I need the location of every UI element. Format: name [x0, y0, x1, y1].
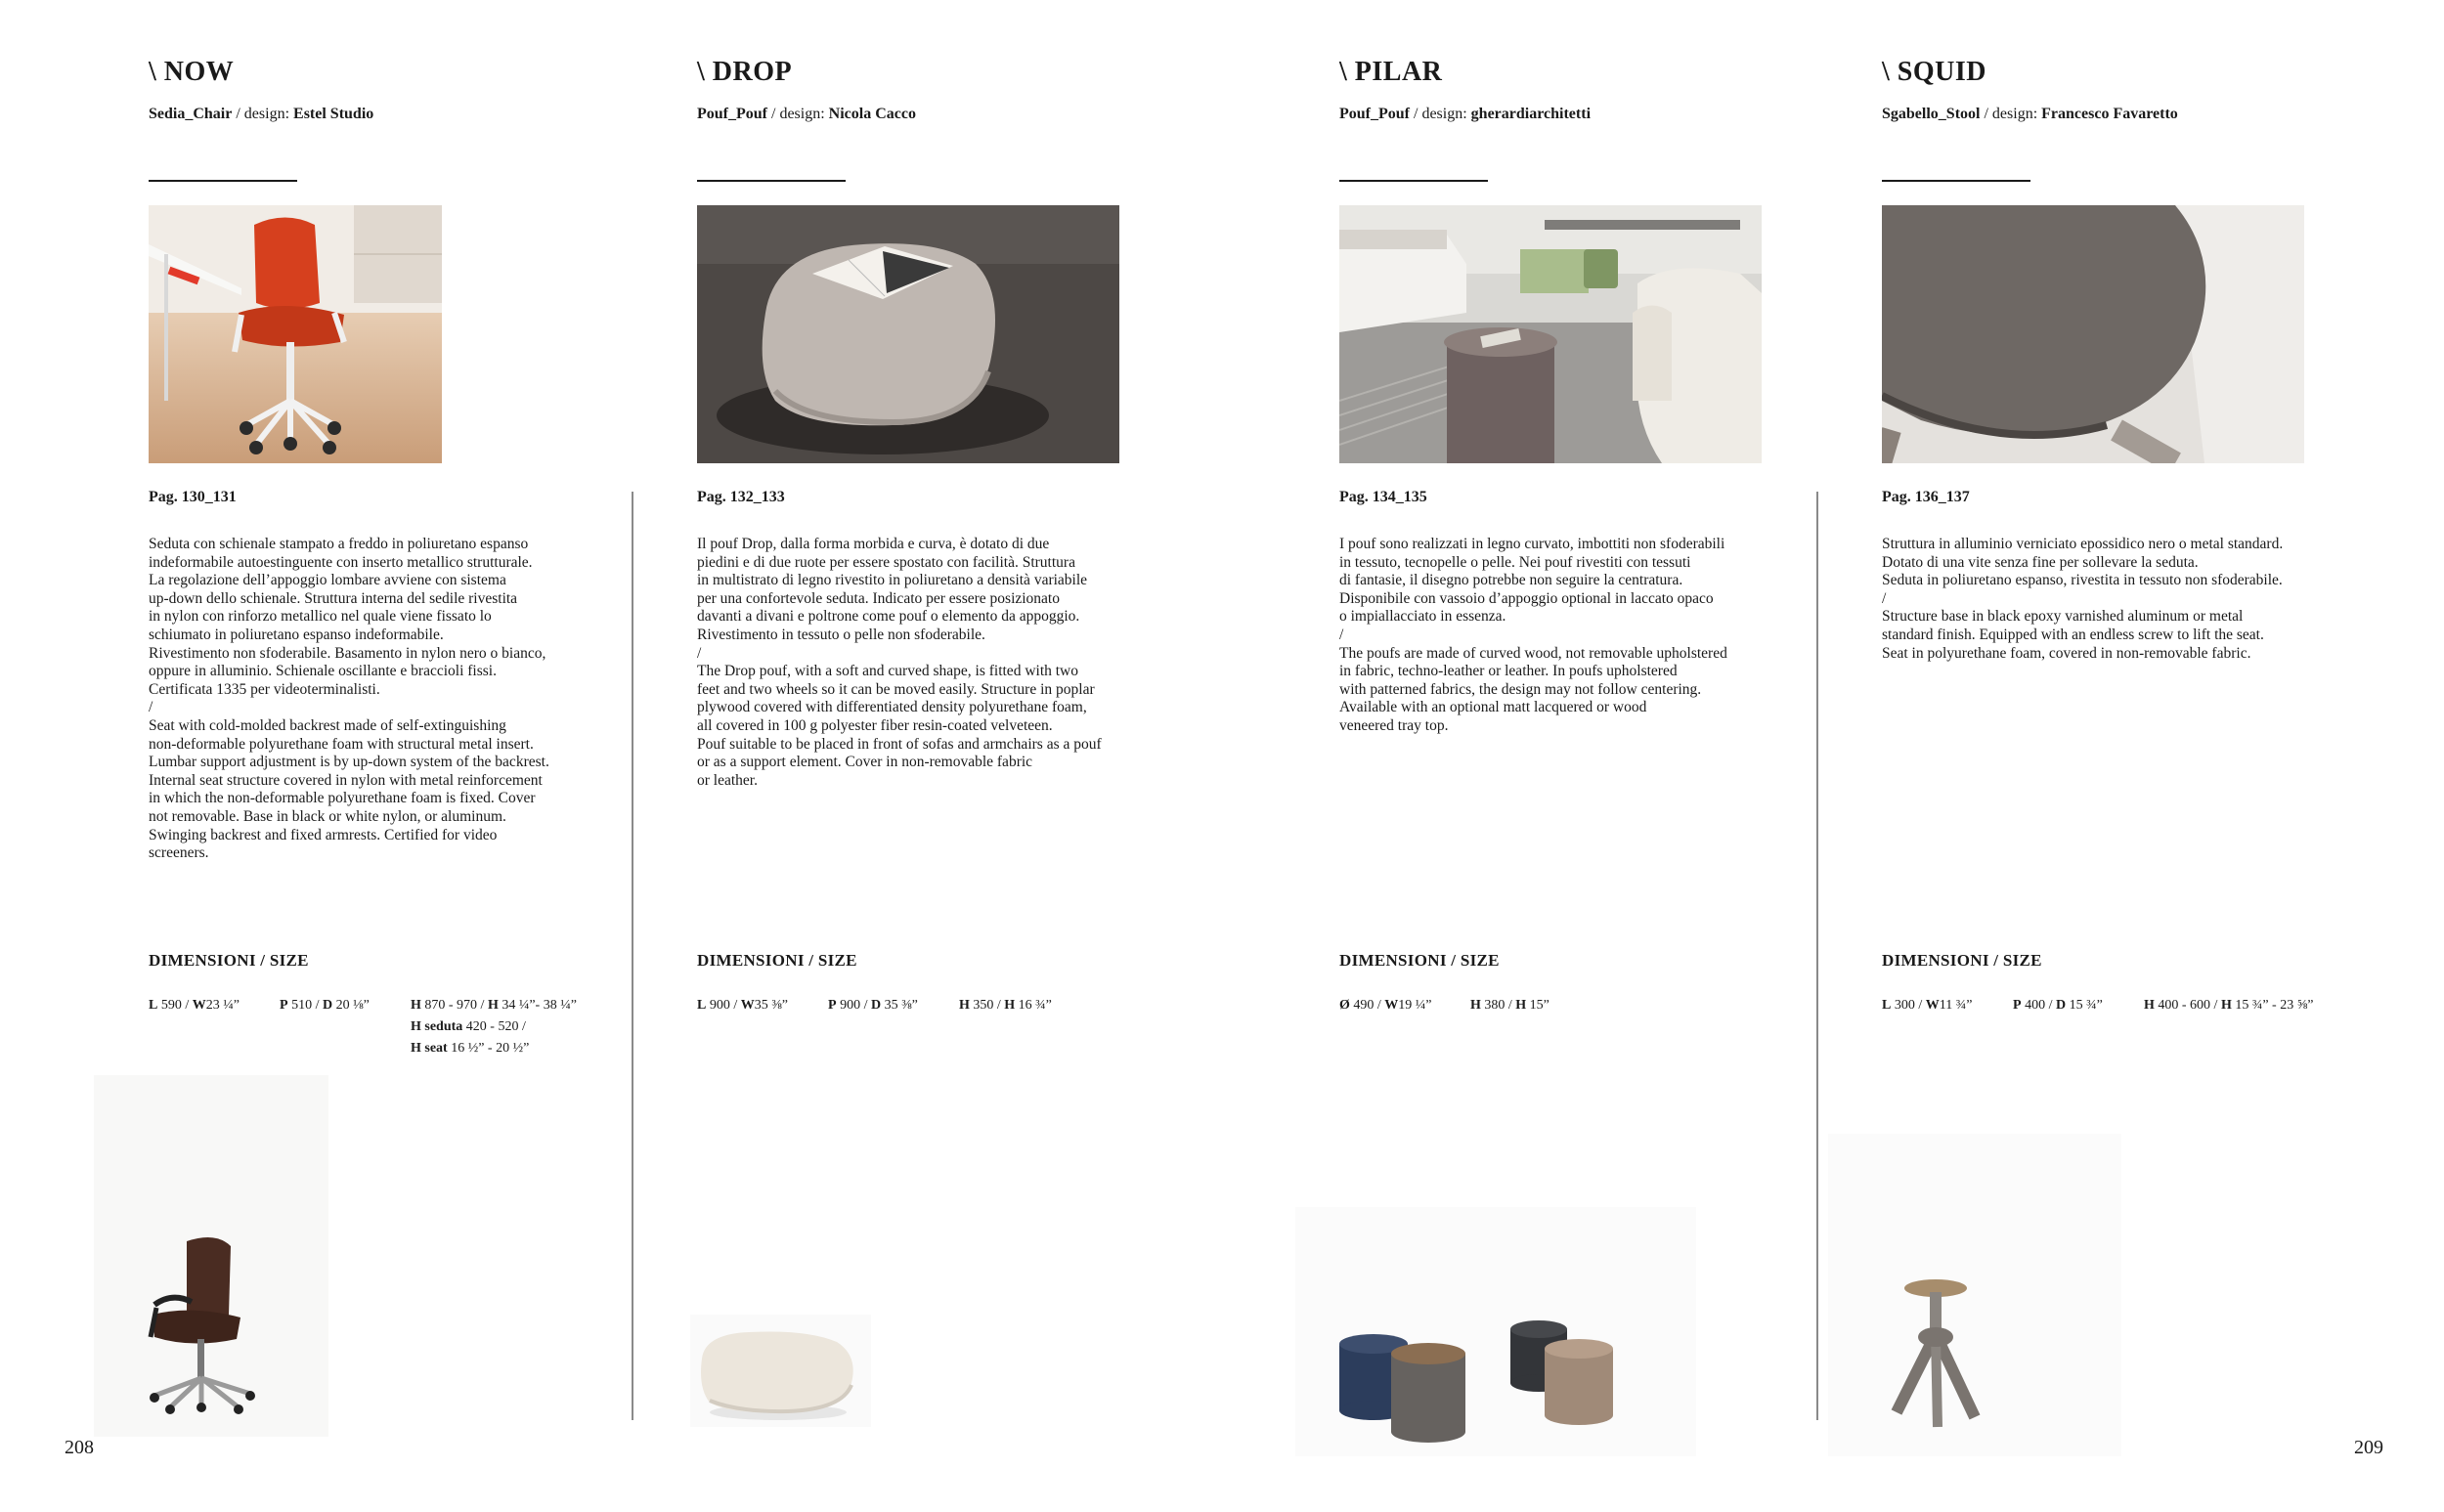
product-subtitle [149, 106, 373, 123]
dimensions-heading: DIMENSIONI / SIZE [697, 951, 857, 970]
dimension-depth: P 400 / D 15 ¾” [2013, 998, 2103, 1013]
product-photo [1882, 205, 2304, 463]
dimension-seat-height: H seduta 420 - 520 / [411, 1019, 526, 1034]
design-prefix: / design: [1980, 106, 2042, 122]
page-reference: Pag. 134_135 [1339, 489, 1427, 505]
product-cutout-pilar-poufs [1295, 1207, 1696, 1456]
product-cutout-squid-stool [1828, 1134, 2121, 1456]
dimensions-heading: DIMENSIONI / SIZE [149, 951, 309, 970]
dimension-height: H 400 - 600 / H 15 ¾” - 23 ⅝” [2144, 998, 2314, 1013]
dimension-width: L 300 / W11 ¾” [1882, 998, 1973, 1013]
product-description: Seduta con schienale stampato a freddo in poliuretano espanso indeformabile autoestinguente con inserto metallico strutturale. La regolazione dell’appoggio lombare avviene con sistema up-down dello schienale. Struttura interna del sedile rivestita in nylon con rinforzo metallico nel quale viene fissato lo schiumato in poliuretano espanso indeformabile. Rivestimento non sfoderabile. Basamento in nylon nero o bianco, oppure in alluminio. Schienale oscillante e braccioli fissi. Certificata 1335 per videoterminalisti. / Seat with cold-molded backrest made of self-extinguishing non-deformable polyurethane foam with structural metal insert. Lumbar support adjustment is by up-down system of the backrest. Internal seat structure covered in nylon with metal reinforcement in which the non-deformable polyurethane foam is fixed. Cover not removable. Base in black or white nylon, or aluminum. Swinging backrest and fixed armrests. Certified for video screeners. [149, 536, 549, 862]
dimension-height: H 350 / H 16 ¾” [959, 998, 1052, 1013]
designer-name: Nicola Cacco [828, 106, 916, 122]
designer-name: gherardiarchitetti [1470, 106, 1592, 122]
dimension-diameter: Ø 490 / W19 ¼” [1339, 998, 1432, 1013]
designer-name: Estel Studio [293, 106, 374, 122]
dimension-depth: P 900 / D 35 ⅜” [828, 998, 918, 1013]
product-type: Sedia_Chair [149, 106, 233, 122]
product-title: \ SQUID [1882, 57, 1986, 87]
dimension-seat-height-imperial: H seat 16 ½” - 20 ½” [411, 1041, 530, 1056]
product-type: Pouf_Pouf [697, 106, 767, 122]
product-description: Il pouf Drop, dalla forma morbida e curva, è dotato di due piedini e di due ruote per essere spostato con facilità. Struttura in multistrato di legno rivestito in poliuretano a densità variabile per una confortevole seduta. Indicato per essere posizionato davanti a divani e poltrone come pouf o elemento da appoggio. Rivestimento in tessuto o pelle non sfoderabile. / The Drop pouf, with a soft and curved shape, is fitted with two feet and two wheels so it can be moved easily. Structure in poplar plywood covered with differentiated density polyurethane foam, all covered in 100 g polyester fiber resin-coated velveteen. Pouf suitable to be placed in front of sofas and armchairs as a pouf or as a support element. Cover in non-removable fabric or leather. [697, 536, 1102, 789]
product-title: \ DROP [697, 57, 793, 87]
product-photo [149, 205, 442, 463]
title-divider [697, 180, 846, 182]
designer-name: Francesco Favaretto [2041, 106, 2178, 122]
title-divider [1882, 180, 2030, 182]
design-prefix: / design: [232, 106, 294, 122]
product-subtitle [697, 106, 916, 123]
product-title: \ PILAR [1339, 57, 1443, 87]
product-description: Struttura in alluminio verniciato epossidico nero o metal standard. Dotato di una vite senza fine per sollevare la seduta. Seduta in poliuretano espanso, rivestita in tessuto non sfoderabile. / Structure base in black epoxy varnished aluminum or metal standard finish. Equipped with an endless screw to lift the seat. Seat in polyurethane foam, covered in non-removable fabric. [1882, 536, 2284, 662]
product-photo [697, 205, 1119, 463]
product-cutout-now-chair [94, 1075, 328, 1437]
dimensions-heading: DIMENSIONI / SIZE [1339, 951, 1500, 970]
product-cutout-drop-pouf [690, 1315, 871, 1427]
dimension-width: L 590 / W23 ¼” [149, 998, 240, 1013]
column-divider [632, 492, 633, 1420]
page-number-right: 209 [2354, 1437, 2383, 1458]
design-prefix: / design: [1410, 106, 1471, 122]
dimension-height: H 870 - 970 / H 34 ¼”- 38 ¼” [411, 998, 577, 1013]
dimension-height: H 380 / H 15” [1470, 998, 1549, 1013]
column-divider [1816, 492, 1818, 1420]
product-subtitle [1339, 106, 1591, 123]
title-divider [1339, 180, 1488, 182]
product-subtitle [1882, 106, 2178, 123]
product-photo [1339, 205, 1762, 463]
dimension-depth: P 510 / D 20 ⅛” [280, 998, 370, 1013]
page-number-left: 208 [65, 1437, 94, 1458]
design-prefix: / design: [767, 106, 829, 122]
product-title: \ NOW [149, 57, 235, 87]
page-reference: Pag. 130_131 [149, 489, 237, 505]
product-description: I pouf sono realizzati in legno curvato, imbottiti non sfoderabili in tessuto, tecnopelle o pelle. Nei pouf rivestiti con tessuti di fantasie, il disegno potrebbe non seguire la centratura. Disponibile con vassoio d’appoggio optional in laccato opaco o impiallacciato in essenza. / The poufs are made of curved wood, not removable upholstered in fabric, techno-leather or leather. In poufs upholstered with patterned fabrics, the design may not follow centering. Available with an optional matt lacquered or wood veneered tray top. [1339, 536, 1727, 734]
product-type: Pouf_Pouf [1339, 106, 1410, 122]
product-type: Sgabello_Stool [1882, 106, 1981, 122]
page-reference: Pag. 132_133 [697, 489, 785, 505]
dimensions-heading: DIMENSIONI / SIZE [1882, 951, 2042, 970]
dimension-width: L 900 / W35 ⅜” [697, 998, 788, 1013]
title-divider [149, 180, 297, 182]
page-reference: Pag. 136_137 [1882, 489, 1970, 505]
